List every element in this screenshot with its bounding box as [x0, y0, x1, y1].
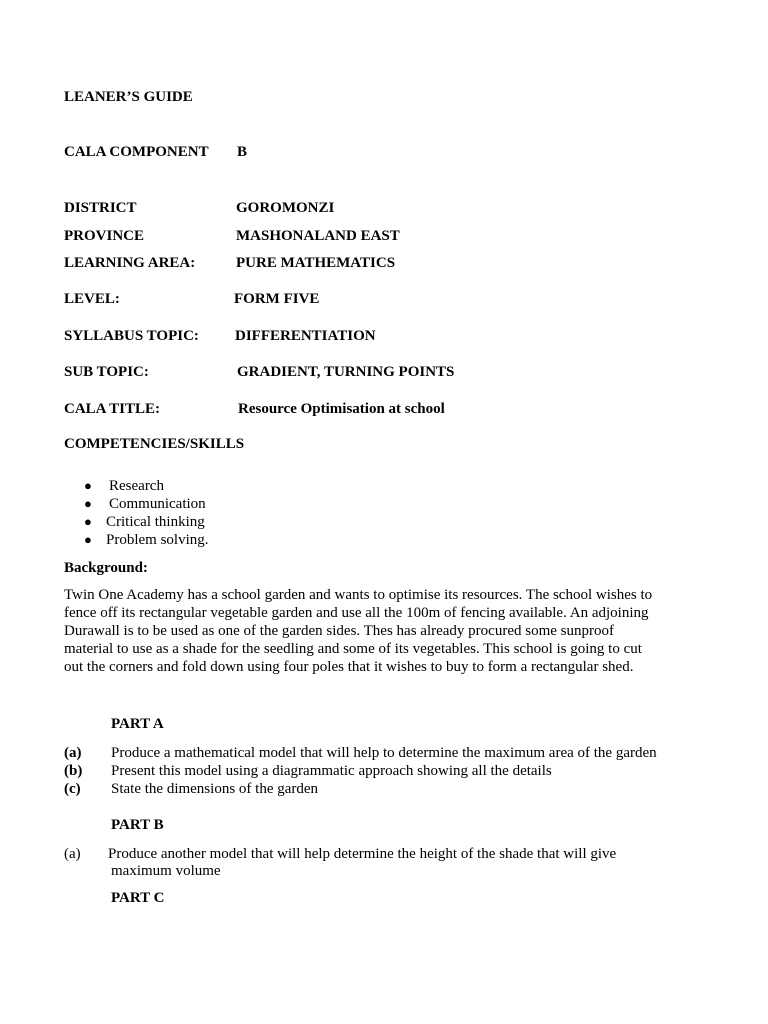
bullet-icon: ●: [84, 514, 92, 529]
learning-area-value: PURE MATHEMATICS: [236, 255, 396, 271]
background-paragraph: [64, 586, 714, 676]
background-line: fence off its rectangular vegetable garden and use all the 100m of fencing available. An adjoining: [64, 605, 649, 621]
part-a-question-text: Produce a mathematical model that will help to determine the maximum area of the garden: [111, 745, 657, 761]
cala-component-value: B: [237, 144, 248, 160]
learning-area-label: LEARNING AREA:: [64, 255, 196, 271]
part-b-heading: PART B: [111, 817, 164, 833]
sub-topic-value: GRADIENT, TURNING POINTS: [237, 364, 455, 380]
competency-item: Research: [109, 478, 164, 494]
bullet-icon: ●: [84, 478, 92, 493]
background-line: material to use as a shade for the seedling and some of its vegetables. This school is going to cut: [64, 641, 642, 657]
background-line: Durawall is to be used as one of the garden sides. Thes has already procured some sunproof: [64, 623, 614, 639]
cala-component-label: CALA COMPONENT: [64, 144, 209, 160]
district-value: GOROMONZI: [236, 200, 335, 216]
district-label: DISTRICT: [64, 200, 137, 216]
part-b-question-text-continued: maximum volume: [111, 863, 221, 879]
sub-topic-label: SUB TOPIC:: [64, 364, 149, 380]
part-a-question-letter: (a): [64, 745, 82, 761]
part-b-question-letter: (a): [64, 846, 81, 862]
part-a-question-text: Present this model using a diagrammatic approach showing all the details: [111, 763, 552, 779]
bullet-icon: ●: [84, 496, 92, 511]
cala-title-value: Resource Optimisation at school: [238, 401, 445, 417]
competencies-heading: COMPETENCIES/SKILLS: [64, 436, 245, 452]
province-value: MASHONALAND EAST: [236, 228, 400, 244]
part-a-question-letter: (b): [64, 763, 83, 779]
competency-item: Problem solving.: [106, 532, 209, 548]
competency-item: Communication: [109, 496, 206, 512]
cala-title-label: CALA TITLE:: [64, 401, 161, 417]
part-a-question-letter: (c): [64, 781, 81, 797]
background-line: out the corners and fold down using four poles that it wishes to buy to form a rectangular shed.: [64, 659, 634, 675]
part-a-heading: PART A: [111, 716, 164, 732]
province-label: PROVINCE: [64, 228, 145, 244]
guide-title: LEANER’S GUIDE: [64, 89, 193, 105]
part-a-question-text: State the dimensions of the garden: [111, 781, 319, 797]
part-b-question-text: Produce another model that will help determine the height of the shade that will give: [108, 846, 617, 862]
level-label: LEVEL:: [64, 291, 120, 307]
part-c-heading: PART C: [111, 890, 165, 906]
syllabus-topic-label: SYLLABUS TOPIC:: [64, 328, 199, 344]
background-heading: Background:: [64, 560, 148, 576]
competency-item: Critical thinking: [106, 514, 205, 530]
bullet-icon: ●: [84, 532, 92, 547]
level-value: FORM FIVE: [234, 291, 320, 307]
background-line: Twin One Academy has a school garden and wants to optimise its resources. The school wishes to: [64, 587, 653, 603]
syllabus-topic-value: DIFFERENTIATION: [235, 328, 376, 344]
